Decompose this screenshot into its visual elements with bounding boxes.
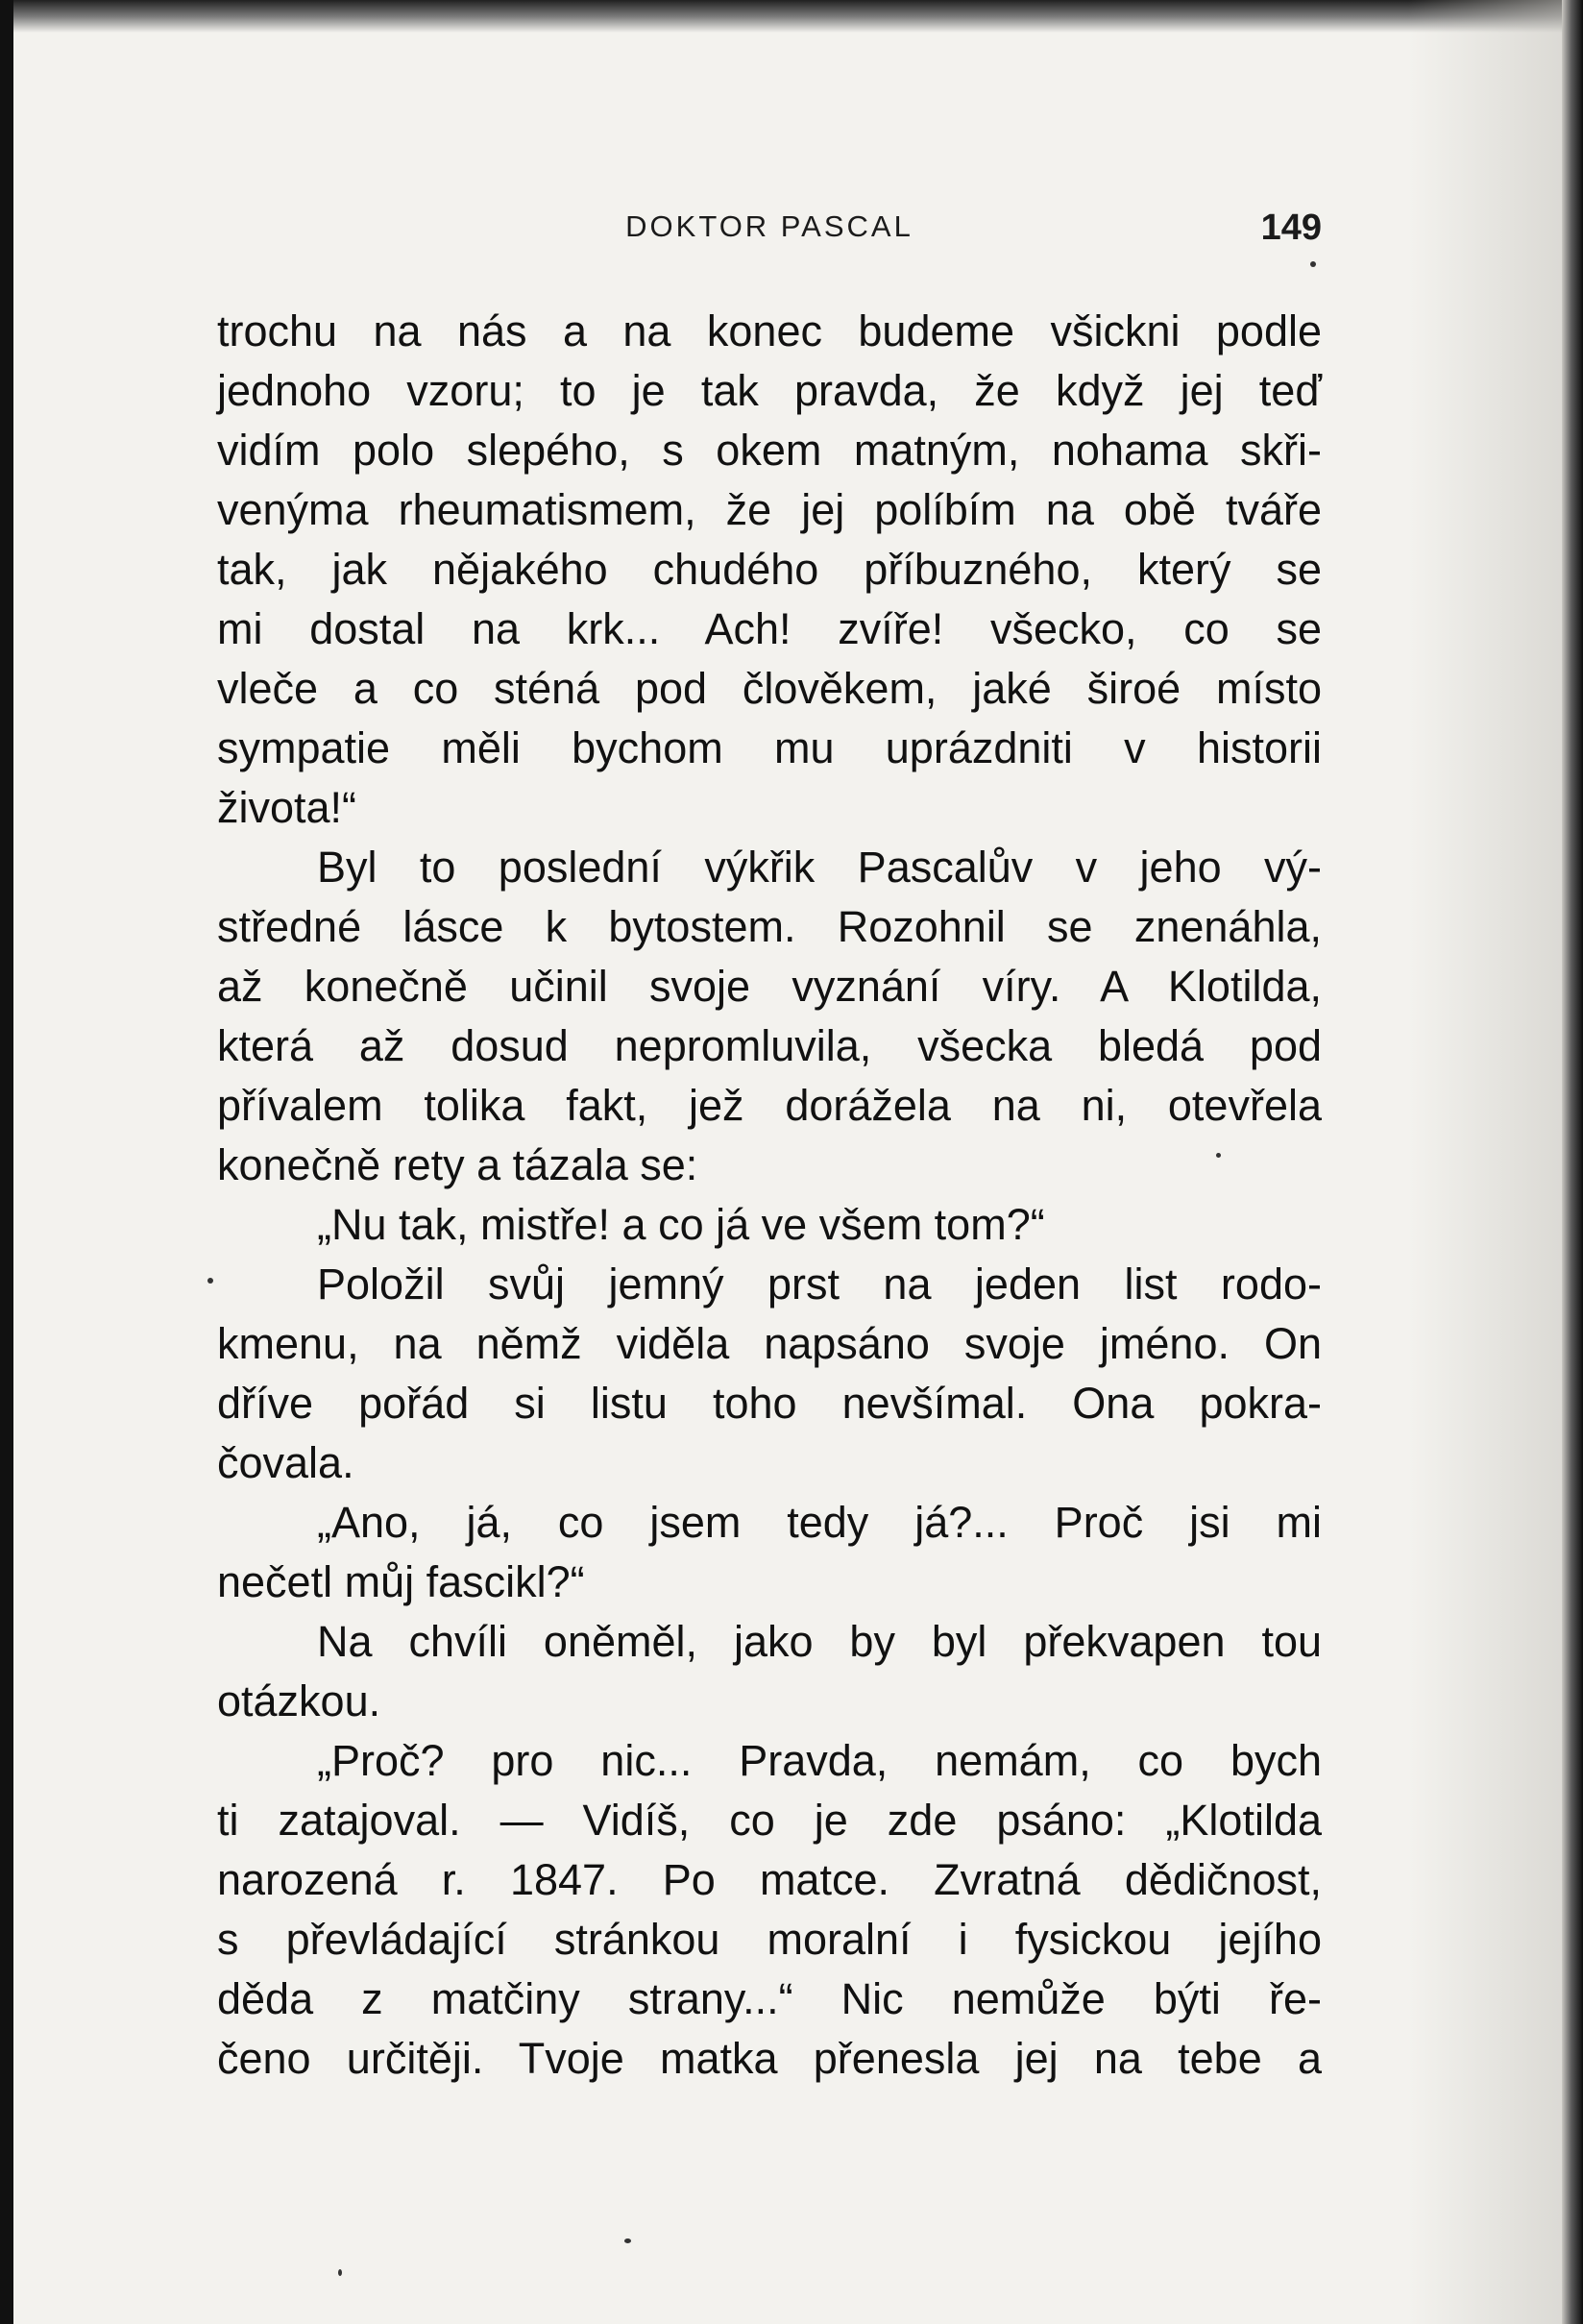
text-line: ti zatajoval. — Vidíš, co je zde psáno: „Klotilda <box>217 1796 1322 1845</box>
text-line: „Ano, já, co jsem tedy já?... Proč jsi mi <box>317 1498 1322 1547</box>
text-line: s převládající stránkou moralní i fysickou jejího <box>217 1915 1322 1964</box>
text-line: nečetl můj fascikl?“ <box>217 1557 585 1606</box>
scan-speck <box>1216 1153 1221 1158</box>
text-line: dříve pořád si listu toho nevšímal. Ona pokra- <box>217 1379 1322 1428</box>
scan-edge-left <box>0 0 13 2324</box>
text-line: kmenu, na němž viděla napsáno svoje jméno. On <box>217 1319 1322 1368</box>
scan-edge-right <box>1562 0 1583 2324</box>
text-line: narozená r. 1847. Po matce. Zvratná dědičnost, <box>217 1855 1322 1904</box>
text-line: života!“ <box>217 783 357 832</box>
text-line: děda z matčiny strany...“ Nic nemůže býti ře- <box>217 1974 1322 2023</box>
text-line: až konečně učinil svoje vyznání víry. A Klotilda, <box>217 962 1322 1011</box>
page-shadow <box>1408 0 1562 2324</box>
text-line: vidím polo slepého, s okem matným, nohama skři- <box>217 426 1322 475</box>
text-line: otázkou. <box>217 1676 381 1725</box>
text-line: Na chvíli oněměl, jako by byl překvapen tou <box>317 1617 1322 1666</box>
text-line: vleče a co sténá pod člověkem, jaké široé místo <box>217 664 1322 713</box>
text-line: mi dostal na krk... Ach! zvíře! všecko, co se <box>217 604 1322 653</box>
text-line: čeno určitěji. Tvoje matka přenesla jej na tebe a <box>217 2034 1322 2083</box>
text-line: která až dosud nepromluvila, všecka bledá pod <box>217 1021 1322 1070</box>
scan-speck <box>1310 261 1316 267</box>
scan-speck <box>338 2269 342 2276</box>
text-line: tak, jak nějakého chudého příbuzného, který se <box>217 545 1322 594</box>
text-line: „Nu tak, mistře! a co já ve všem tom?“ <box>317 1200 1045 1249</box>
text-line: venýma rheumatismem, že jej políbím na obě tváře <box>217 485 1322 534</box>
scan-speck <box>624 2238 631 2243</box>
scan-edge-top <box>0 0 1583 33</box>
page-header <box>217 208 1322 246</box>
text-line: středné lásce k bytostem. Rozohnil se znenáhla, <box>217 902 1322 951</box>
text-line: trochu na nás a na konec budeme všickni podle <box>217 306 1322 355</box>
text-line: „Proč? pro nic... Pravda, nemám, co bych <box>317 1736 1322 1785</box>
text-line: Položil svůj jemný prst na jeden list rodo- <box>317 1260 1322 1309</box>
text-line: Byl to poslední výkřik Pascalův v jeho vý- <box>317 843 1322 892</box>
text-line: konečně rety a tázala se: <box>217 1140 698 1189</box>
scan-speck <box>207 1278 213 1284</box>
running-title: DOKTOR PASCAL <box>625 209 913 243</box>
text-line: sympatie měli bychom mu uprázdniti v historii <box>217 723 1322 772</box>
text-line: přívalem tolika fakt, jež dorážela na ni, otevřela <box>217 1081 1322 1130</box>
text-line: jednoho vzoru; to je tak pravda, že když jej teď <box>217 366 1322 415</box>
body-text <box>217 302 1322 2089</box>
text-line: čovala. <box>217 1438 354 1487</box>
page-number: 149 <box>1260 208 1322 248</box>
